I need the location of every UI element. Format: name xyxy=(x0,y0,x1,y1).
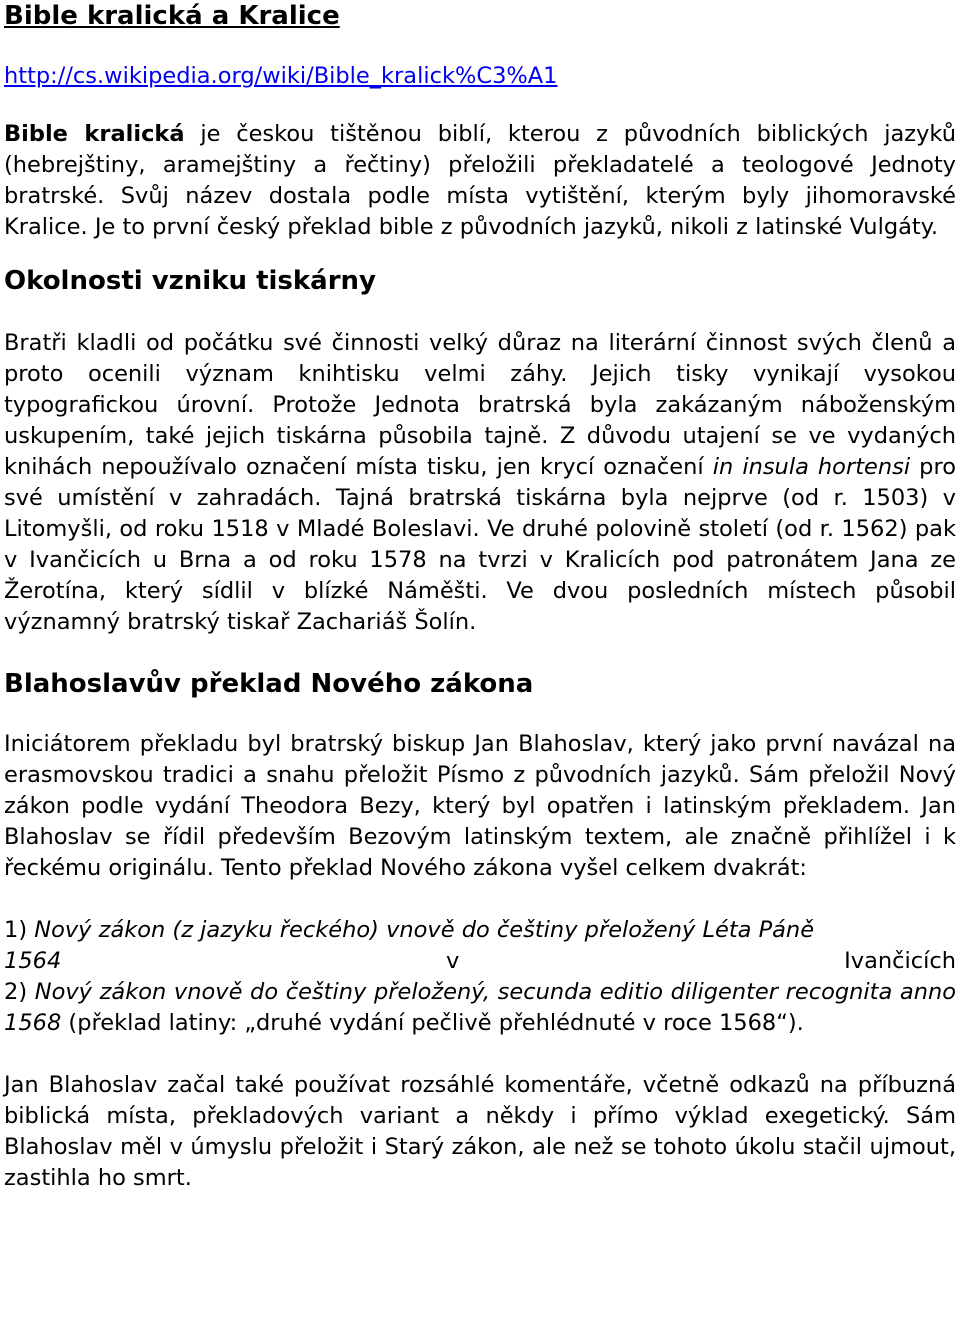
edition-2-number: 2) xyxy=(4,979,35,1005)
edition-2-note: (překlad latiny: „druhé vydání pečlivě přehlédnuté v roce 1568“). xyxy=(61,1010,804,1036)
section-heading-translation: Blahoslavův překlad Nového zákona xyxy=(4,669,534,699)
section-heading-printing: Okolnosti vzniku tiskárny xyxy=(4,266,376,296)
edition-item-1 xyxy=(4,915,956,946)
edition-1-title: Nový zákon (z jazyku řeckého) vnově do češtiny přeložený Léta Páně xyxy=(34,917,815,943)
intro-paragraph xyxy=(4,119,956,243)
intro-bold-term: Bible kralická xyxy=(4,121,185,147)
edition-item-2 xyxy=(4,977,956,1039)
intro-text: je českou tištěnou biblí, kterou z původních biblických jazyků (hebrejštiny, aramejštiny a řečtiny) přeložili překladatelé a teologové Jednoty bratrské. Svůj název dostala podle místa vytištění, kterým byly jihomoravské Kralice. Je to první český překlad bible z původních jazyků, nikoli z latinské Vulgáty. xyxy=(4,121,956,240)
edition-1-place: Ivančicích xyxy=(844,948,956,974)
editions-list xyxy=(4,915,956,1039)
commentary-paragraph: Jan Blahoslav začal také používat rozsáhlé komentáře, včetně odkazů na příbuzná biblická místa, překladových variant a někdy i přímo výklad exegetický. Sám Blahoslav měl v úmyslu přeložit i Starý zákon, ale než se tohoto úkolu stačil ujmout, zastihla ho smrt. xyxy=(4,1072,956,1191)
printing-paragraph xyxy=(4,328,956,638)
printing-text-b: pro své umístění v zahradách. Tajná bratrská tiskárna byla nejprve (od r. 1503) v Litomyšli, od roku 1518 v Mladé Boleslavi. Ve druhé polovině století (od r. 1562) pak v Ivančicích u Brna a od roku 1578 na tvrzi v Kralicích pod patronátem Jana ze Žerotína, který sídlil v blízké Náměšti. Ve dvou posledních místech působil významný bratrský tiskař Zachariáš Šolín. xyxy=(4,454,956,635)
edition-1-number: 1) xyxy=(4,917,35,943)
edition-2-title: Nový zákon vnově do češtiny přeložený, secunda editio diligenter recognita anno 1568 xyxy=(4,979,956,1036)
translation-paragraph: Iniciátorem překladu byl bratrský biskup Jan Blahoslav, který jako první navázal na erasmovskou tradici a snahu přeložit Písmo z původních jazyků. Sám přeložil Nový zákon podle vydání Theodora Bezy, který byl opatřen i latinským překladem. Jan Blahoslav se řídil především Bezovým latinským textem, ale značně přihlížel i k řeckému originálu. Tento překlad Nového zákona vyšel celkem dvakrát: xyxy=(4,731,956,881)
document-title: Bible kralická a Kralice xyxy=(4,1,340,31)
printing-text-a: Bratři kladli od počátku své činnosti velký důraz na literární činnost svých členů a proto ocenili význam knihtisku velmi záhy. Jejich tisky vynikají vysokou typografickou úrovní. Protože Jednota bratrská byla zakázaným náboženským uskupením, také jejich tiskárna působila tajně. Z důvodu utajení se ve vydaných knihách nepoužívalo označení místa tisku, jen krycí označení xyxy=(4,330,956,480)
printing-italic: in insula hortensi xyxy=(712,454,911,480)
edition-item-1-line2 xyxy=(4,946,956,977)
source-link[interactable]: http://cs.wikipedia.org/wiki/Bible_kralick%C3%A1 xyxy=(4,63,558,89)
edition-1-year: 1564 xyxy=(4,948,62,974)
edition-1-preposition: v xyxy=(446,948,460,974)
